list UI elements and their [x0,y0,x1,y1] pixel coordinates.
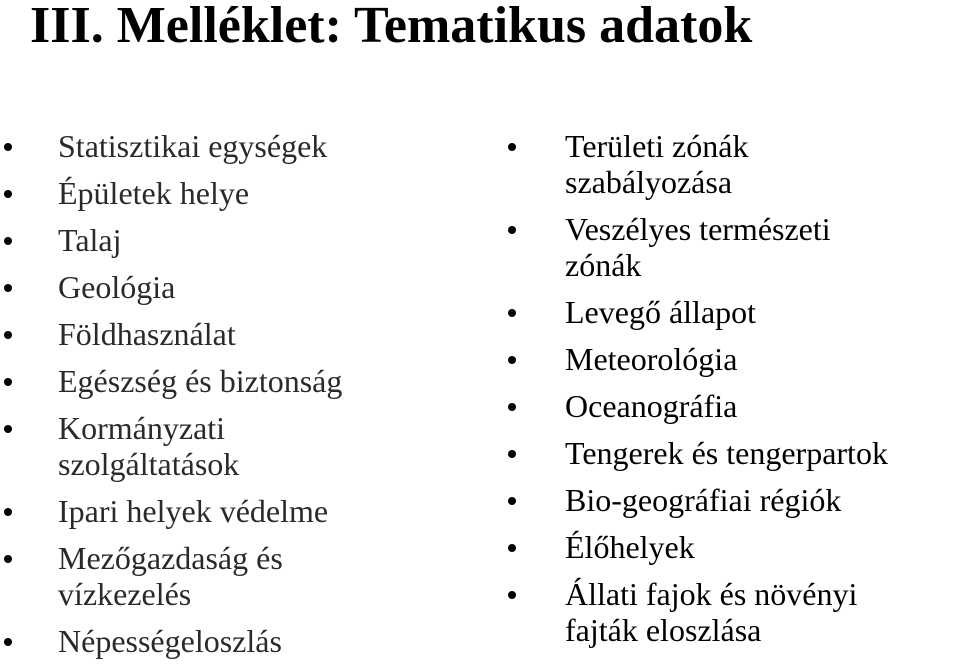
list-item-text: Talaj [58,222,122,258]
list-item-text: Népességeloszlás [58,623,282,659]
list-item-text: Bio-geográfiai régiók [565,482,842,518]
list-item [0,493,480,529]
bullet-icon [508,497,516,505]
list-item [0,128,480,164]
bullet-icon [508,143,516,151]
bullet-icon [508,309,516,317]
list-item-text: Veszélyes természeti [565,211,831,247]
bullet-icon [4,555,12,563]
list-item-text: Területi zónák [565,128,749,164]
list-item-text: Mezőgazdaság és [58,540,283,576]
list-item [0,623,480,659]
list-item-text: Kormányzati [58,410,226,446]
bullet-icon [508,226,516,234]
slide-title: III. Melléklet: Tematikus adatok [30,0,753,54]
list-item-text: Geológia [58,269,176,305]
list-item [0,269,480,305]
list-item-text: fajták eloszlása [565,612,762,648]
bullet-icon [4,425,12,433]
bullet-icon [508,403,516,411]
list-item-text: Tengerek és tengerpartok [565,435,888,471]
list-item-text: Statisztikai egységek [58,128,328,164]
list-item-text: szolgáltatások [58,446,240,482]
right-bullet-list [506,128,960,659]
list-item [506,482,960,518]
bullet-icon [508,591,516,599]
list-item-text: Egészség és biztonság [58,363,343,399]
left-bullet-list [0,128,480,670]
bullet-icon [4,508,12,516]
list-item [506,435,960,471]
list-item-text: zónák [565,247,642,283]
list-item [506,388,960,424]
list-item-text: szabályozása [565,164,733,200]
list-item-text: Oceanográfia [565,388,738,424]
bullet-icon [4,331,12,339]
bullet-icon [4,237,12,245]
list-item-text: Élőhelyek [565,529,695,565]
list-item-text: Állati fajok és növényi [565,576,858,612]
bullet-icon [4,284,12,292]
list-item [0,363,480,399]
list-item [506,294,960,330]
bullet-icon [4,378,12,386]
bullet-icon [4,190,12,198]
list-item [0,540,480,612]
bullet-icon [4,638,12,646]
list-item-text: Épületek helye [58,175,250,211]
list-item [0,222,480,258]
bullet-icon [508,450,516,458]
list-item [506,211,960,283]
list-item-text: Ipari helyek védelme [58,493,329,529]
list-item [0,175,480,211]
bullet-icon [4,143,12,151]
list-item [506,576,960,648]
list-item [506,529,960,565]
list-item-text: Levegő állapot [565,294,757,330]
list-item-text: Meteorológia [565,341,738,377]
bullet-icon [508,544,516,552]
list-item [506,128,960,200]
bullet-icon [508,356,516,364]
list-item [0,410,480,482]
list-item-text: vízkezelés [58,576,192,612]
list-item [506,341,960,377]
list-item-text: Földhasználat [58,316,236,352]
list-item [0,316,480,352]
